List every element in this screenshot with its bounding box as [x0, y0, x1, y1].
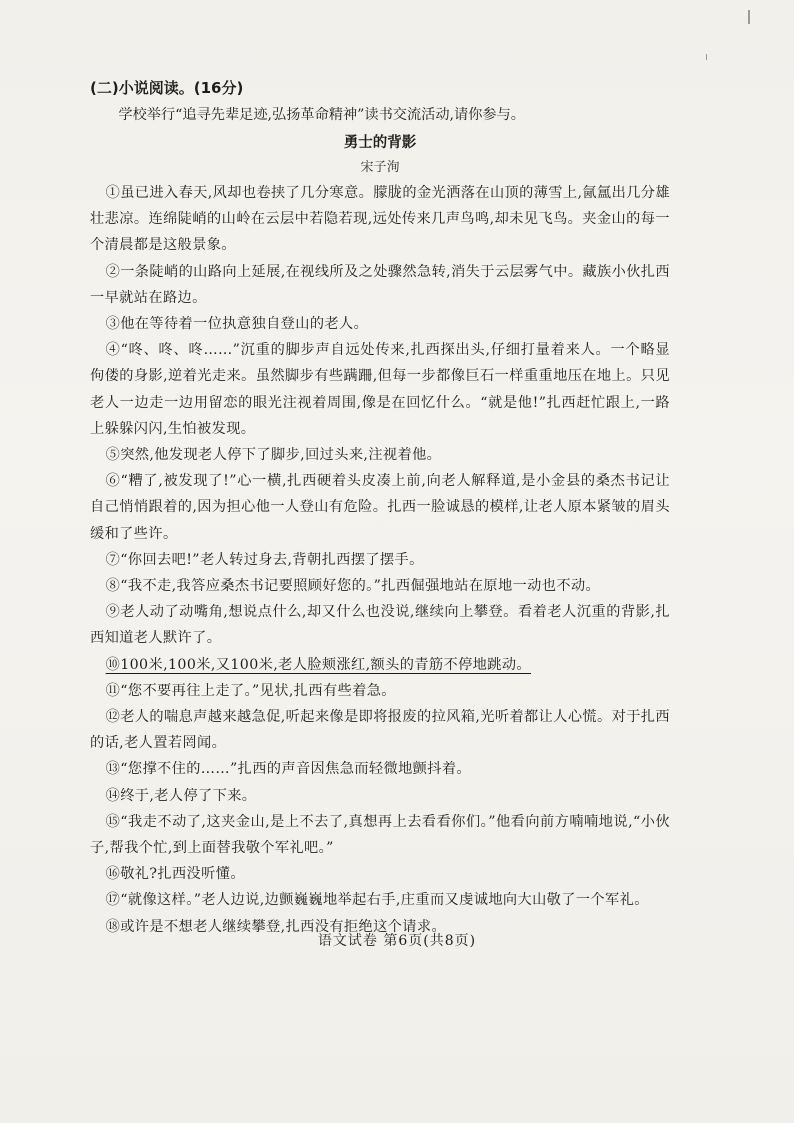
paragraph-1: ①虽已进入春天,风却也卷挟了几分寒意。朦胧的金光洒落在山顶的薄雪上,氤氲出几分雄壮悲凉。连绵陡峭的山岭在云层中若隐若现,远处传来几声鸟鸣,却未见飞鸟。夹金山的每一个清晨都是这般景象。 — [90, 185, 670, 254]
paragraph-2: ②一条陡峭的山路向上延展,在视线所及之处骤然急转,消失于云层雾气中。藏族小伙扎西一早就站在路边。 — [90, 263, 670, 306]
paragraph-4: ④“咚、咚、咚……”沉重的脚步声自远处传来,扎西探出头,仔细打量着来人。一个略显佝偻的身影,逆着光走来。虽然脚步有些蹒跚,但每一步都像巨石一样重重地压在地上。只见老人一边走一边用留恋的眼光注视着周围,像是在回忆什么。“就是他!”扎西赶忙跟上,一路上躲躲闪闪,生怕被发现。 — [90, 342, 670, 437]
story-body — [90, 180, 670, 940]
paragraph-11: ⑪“您不要再往上走了。”见状,扎西有些着急。 — [105, 682, 396, 699]
paragraph-10-underlined: ⑩100米,100米,又100米,老人脸颊涨红,额头的青筋不停地跳动。 — [105, 656, 532, 673]
paragraph-8: ⑧“我不走,我答应桑杰书记要照顾好您的。”扎西倔强地站在原地一动也不动。 — [105, 578, 601, 595]
paragraph-17: ⑰“就像这样。”老人边说,边颤巍巍地举起右手,庄重而又虔诚地向大山敬了一个军礼。 — [105, 892, 649, 909]
paragraph-7: ⑦“你回去吧!”老人转过身去,背朝扎西摆了摆手。 — [105, 551, 424, 568]
section-title: (二)小说阅读。(16分) — [90, 79, 244, 97]
paragraph-5: ⑤突然,他发现老人停下了脚步,回过头来,注视着他。 — [105, 447, 442, 464]
paragraph-15: ⑮“我走不动了,这夹金山,是上不去了,真想再上去看看你们。”他看向前方喃喃地说,“小伙子,帮我个忙,到上面替我敬个军礼吧。” — [90, 813, 670, 857]
paragraph-14: ⑭终于,老人停了下来。 — [105, 787, 257, 804]
story-title: 勇士的背影 — [343, 135, 417, 151]
paragraph-6: ⑥“糟了,被发现了!”心一横,扎西硬着头皮凑上前,向老人解释道,是小金县的桑杰书记让自己悄悄跟着的,因为担心他一人登山有危险。扎西一脸诚恳的模样,让老人原本紧皱的眉头缓和了些许。 — [90, 473, 670, 542]
paragraph-9: ⑨老人动了动嘴角,想说点什么,却又什么也没说,继续向上攀登。看着老人沉重的背影,扎西知道老人默许了。 — [90, 604, 670, 647]
paragraph-3: ③他在等待着一位执意独自登山的老人。 — [105, 316, 369, 333]
scan-mark — [706, 54, 707, 60]
paragraph-12: ⑫老人的喘息声越来越急促,听起来像是即将报废的拉风箱,光听着都让人心慌。对于扎西的话,老人置若罔闻。 — [90, 709, 670, 752]
scan-mark — [748, 10, 750, 24]
reading-section — [90, 74, 670, 940]
paragraph-16: ⑯敬礼?扎西没听懂。 — [105, 866, 245, 883]
paragraph-18: ⑱或许是不想老人继续攀登,扎西没有拒绝这个请求。 — [105, 918, 447, 935]
section-intro: 学校举行“追寻先辈足迹,弘扬革命精神”读书交流活动,请你参与。 — [118, 107, 525, 123]
page-footer: 语文试卷 第6页(共8页) — [317, 933, 477, 949]
paragraph-13: ⑬“您撑不住的……”扎西的声音因焦急而轻微地颤抖着。 — [105, 761, 472, 778]
story-author: 宋子洵 — [360, 160, 400, 175]
